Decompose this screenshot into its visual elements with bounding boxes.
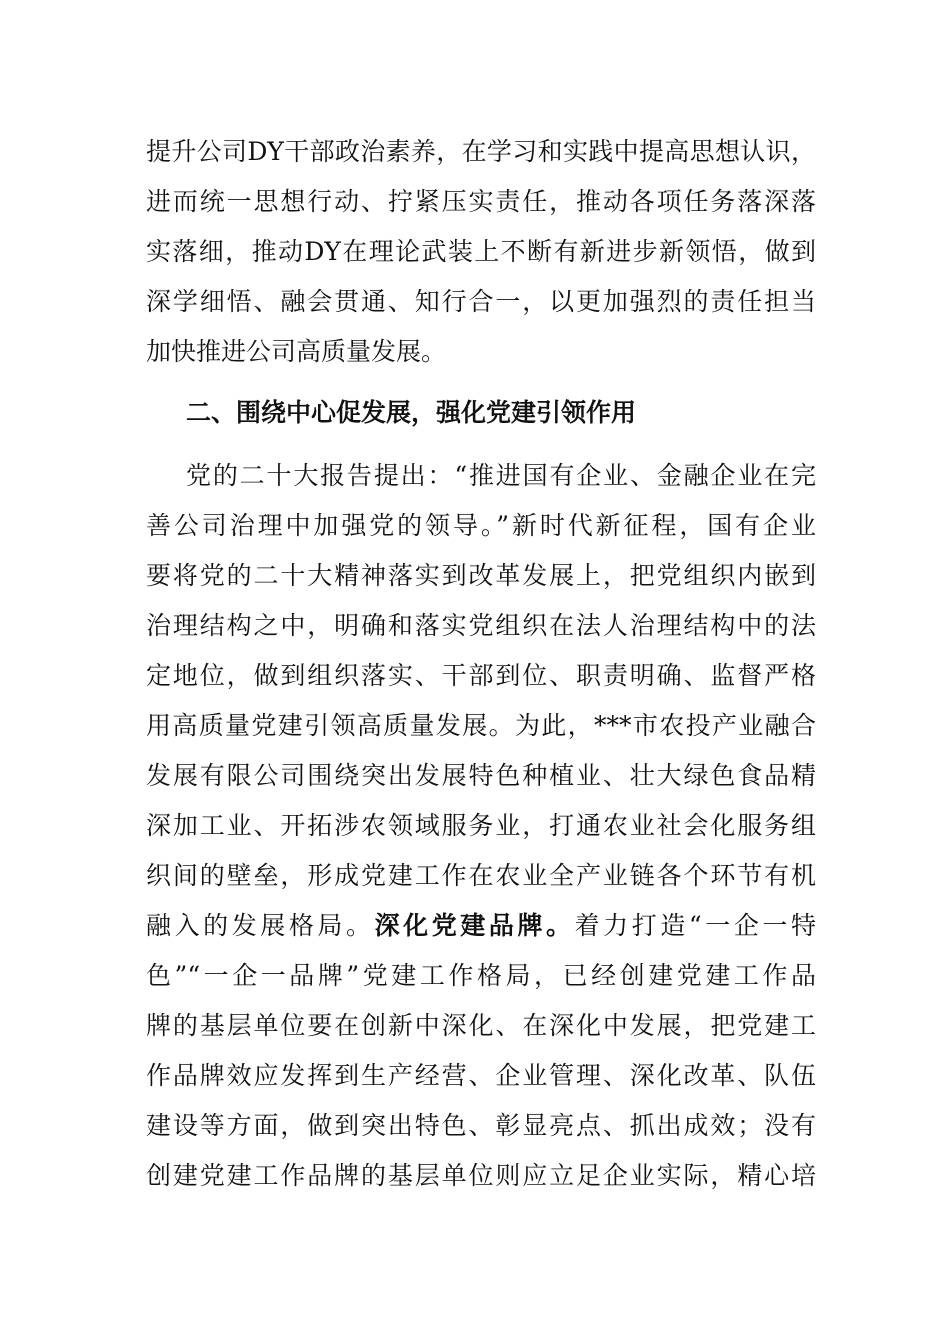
paragraph-line: 定地位，做到组织落实、干部到位、职责明确、监督严格 [146, 661, 816, 690]
paragraph-line: 发展有限公司围绕突出发展特色种植业、壮大绿色食品精 [146, 761, 816, 790]
paragraph-line: 建设等方面，做到突出特色、彰显亮点、抓出成效；没有 [146, 1111, 816, 1140]
paragraph-line: 要将党的二十大精神落实到改革发展上，把党组织内嵌到 [146, 561, 816, 590]
paragraph-line: 党的二十大报告提出：“推进国有企业、金融企业在完 [186, 461, 816, 490]
paragraph-line: 实落细，推动DY在理论武装上不断有新进步新领悟，做到 [146, 237, 816, 266]
paragraph-line-mixed [146, 906, 816, 946]
paragraph-line: 牌的基层单位要在创新中深化、在深化中发展，把党建工 [146, 1011, 816, 1040]
paragraph-line: 加快推进公司高质量发展。 [146, 337, 447, 366]
paragraph-line: 织间的壁垒，形成党建工作在农业全产业链各个环节有机 [146, 861, 816, 890]
paragraph-line: 创建党建工作品牌的基层单位则应立足企业实际，精心培 [146, 1161, 816, 1190]
paragraph-line: 色”“一企一品牌”党建工作格局，已经创建党建工作品 [146, 961, 816, 990]
paragraph-line: 用高质量党建引领高质量发展。为此，***市农投产业融合 [146, 711, 816, 740]
paragraph-line: 深学细悟、融会贯通、知行合一，以更加强烈的责任担当 [146, 287, 816, 316]
paragraph-line: 治理结构之中，明确和落实党组织在法人治理结构中的法 [146, 611, 816, 640]
paragraph-line: 深加工业、开拓涉农领域服务业，打通农业社会化服务组 [146, 811, 816, 840]
paragraph-line: 作品牌效应发挥到生产经营、企业管理、深化改革、队伍 [146, 1061, 816, 1090]
bold-run-in-heading: 深化党建品牌。 [374, 911, 575, 940]
paragraph-line: 提升公司DY干部政治素养，在学习和实践中提高思想认识， [146, 137, 816, 166]
line-text: 融入的发展格局。 [146, 911, 375, 940]
paragraph-line: 进而统一思想行动、拧紧压实责任，推动各项任务落深落 [146, 187, 816, 216]
line-text: 着力打造“一企一特 [574, 911, 816, 940]
section-heading: 二、围绕中心促发展，强化党建引领作用 [186, 398, 637, 427]
paragraph-line: 善公司治理中加强党的领导。”新时代新征程，国有企业 [146, 511, 816, 540]
